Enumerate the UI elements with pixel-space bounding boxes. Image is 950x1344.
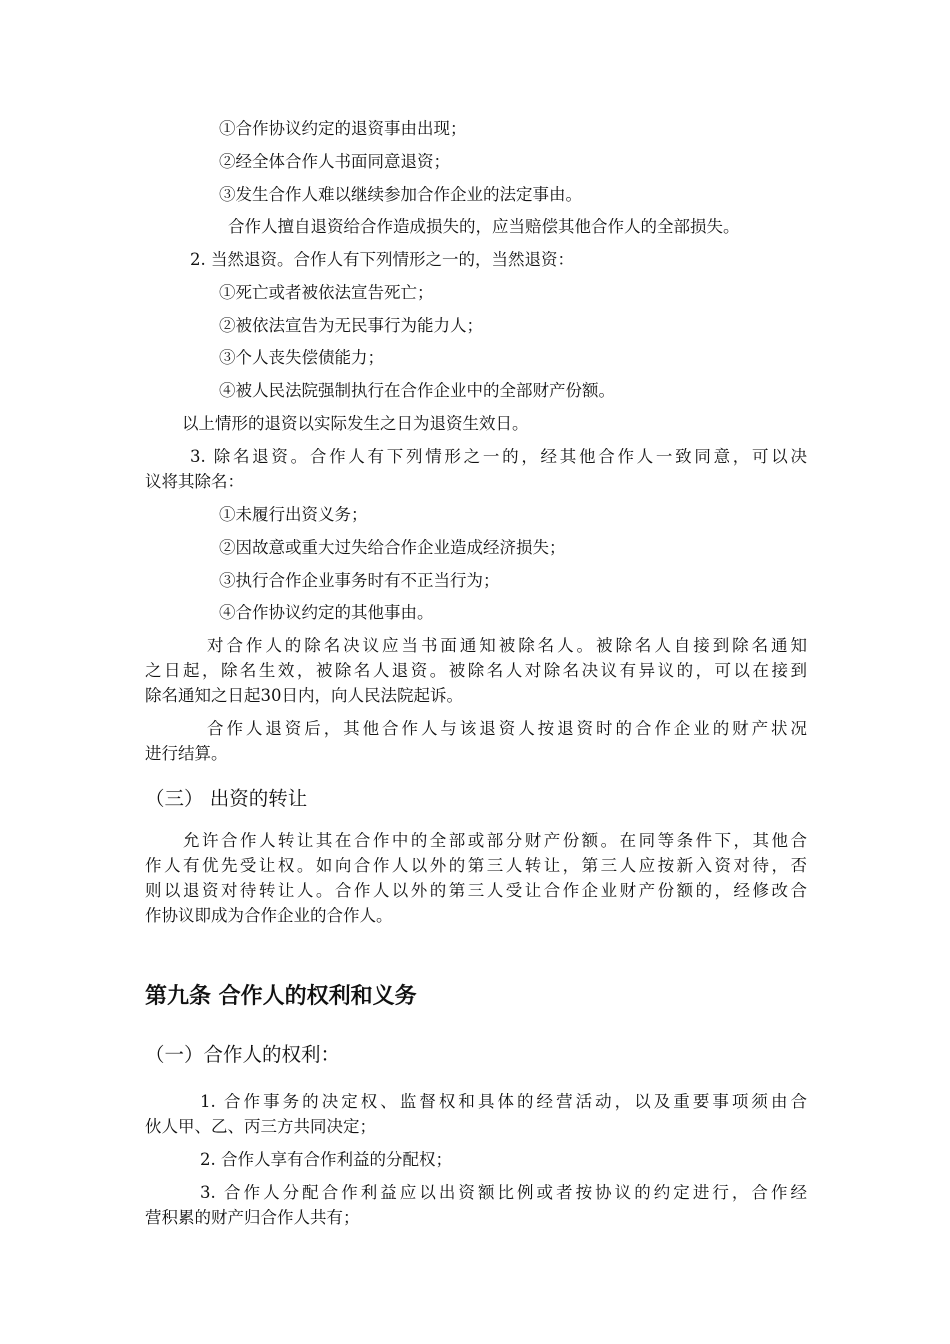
settlement-line-1: 合作人退资后，其他合作人与该退资人按退资时的合作企业的财产状况 <box>207 719 807 738</box>
right-3-line-2: 营积累的财产归合作人共有； <box>145 1208 360 1227</box>
automatic-exit-effective-date: 以上情形的退资以实际发生之日为退资生效日。 <box>182 414 529 433</box>
removal-heading-line-2: 议将其除名： <box>145 472 244 491</box>
removal-notice-line-2: 之日起，除名生效，被除名人退资。被除名人对除名决议有异议的，可以在接到 <box>145 661 807 680</box>
right-1-line-2: 伙人甲、乙、丙三方共同决定； <box>145 1117 376 1136</box>
article-9-title: 第九条 合作人的权利和义务 <box>145 984 417 1009</box>
removal-item-4: ④合作协议约定的其他事由。 <box>219 603 434 622</box>
transfer-paragraph-line-3: 则以退资对待转让人。合作人以外的第三人受让合作企业财产份额的，经修改合 <box>145 881 807 900</box>
transfer-paragraph-line-4: 作协议即成为合作企业的合作人。 <box>145 906 393 925</box>
removal-item-3: ③执行合作企业事务时有不正当行为； <box>219 571 500 590</box>
transfer-paragraph-line-1: 允许合作人转让其在合作中的全部或部分财产份额。在同等条件下，其他合 <box>183 831 807 850</box>
automatic-exit-item-3: ③个人丧失偿债能力； <box>219 348 384 367</box>
automatic-exit-item-4: ④被人民法院强制执行在合作企业中的全部财产份额。 <box>219 381 615 400</box>
removal-heading-line-1: 3. 除名退资。合作人有下列情形之一的，经其他合作人一致同意，可以决 <box>190 447 807 466</box>
automatic-exit-item-1: ①死亡或者被依法宣告死亡； <box>219 283 434 302</box>
exit-condition-3: ③发生合作人难以继续参加合作企业的法定事由。 <box>219 185 582 204</box>
transfer-section-title: （三） 出资的转让 <box>145 787 308 810</box>
transfer-paragraph-line-2: 作人有优先受让权。如向合作人以外的第三人转让，第三人应按新入资对待，否 <box>145 856 807 875</box>
right-2: 2. 合作人享有合作利益的分配权； <box>200 1150 452 1169</box>
automatic-exit-item-2: ②被依法宣告为无民事行为能力人； <box>219 316 483 335</box>
rights-section-title: （一）合作人的权利： <box>145 1043 341 1066</box>
exit-condition-2: ②经全体合作人书面同意退资； <box>219 152 450 171</box>
removal-item-2: ②因故意或重大过失给合作企业造成经济损失； <box>219 538 566 557</box>
right-3-line-1: 3. 合作人分配合作利益应以出资额比例或者按协议的约定进行，合作经 <box>200 1183 807 1202</box>
removal-notice-line-1: 对合作人的除名决议应当书面通知被除名人。被除名人自接到除名通知 <box>207 636 807 655</box>
exit-condition-1: ①合作协议约定的退资事由出现； <box>219 119 467 138</box>
removal-item-1: ①未履行出资义务； <box>219 505 368 524</box>
right-1-line-1: 1. 合作事务的决定权、监督权和具体的经营活动，以及重要事项须由合 <box>200 1092 807 1111</box>
automatic-exit-heading: 2. 当然退资。合作人有下列情形之一的，当然退资： <box>190 250 574 269</box>
unauthorized-exit-clause: 合作人擅自退资给合作造成损失的，应当赔偿其他合作人的全部损失。 <box>228 217 740 236</box>
settlement-line-2: 进行结算。 <box>145 744 228 763</box>
removal-notice-line-3: 除名通知之日起30日内，向人民法院起诉。 <box>145 686 463 705</box>
